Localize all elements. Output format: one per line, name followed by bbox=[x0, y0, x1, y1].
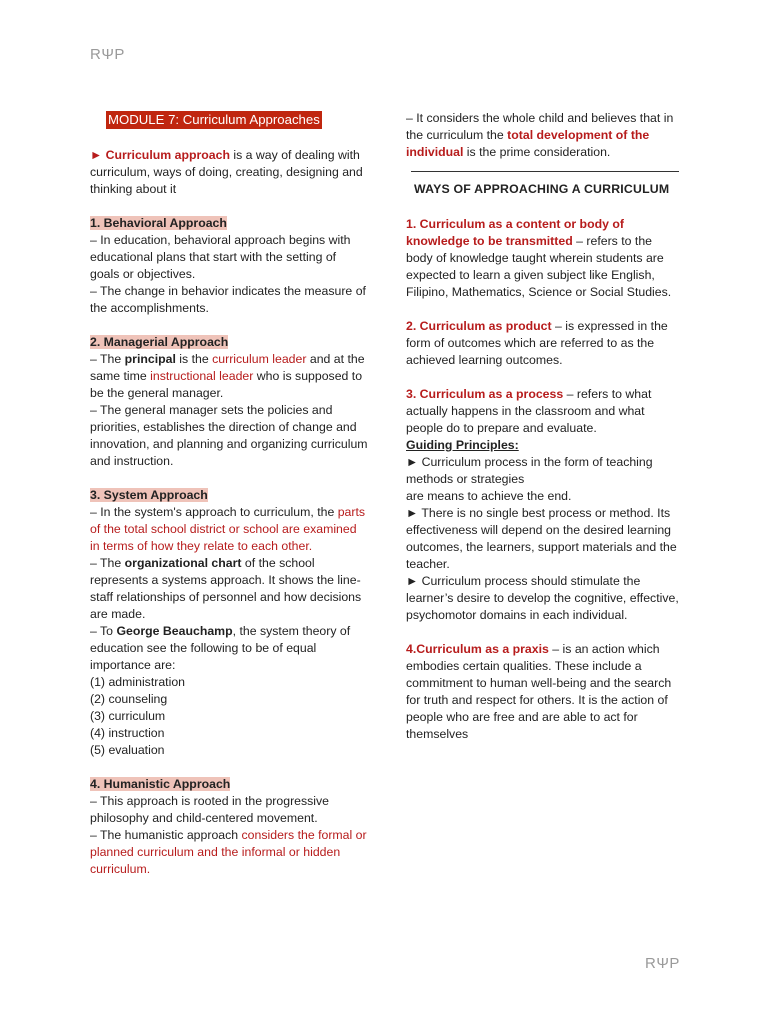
managerial-p1 bbox=[90, 351, 368, 402]
managerial-p1-e: and at the same time bbox=[90, 352, 365, 383]
right-intro bbox=[406, 110, 681, 161]
system-p3-c: , the system theory of education see the following to be of equal importance are: bbox=[90, 624, 351, 672]
intro-term: Curriculum approach bbox=[105, 148, 230, 162]
right-column bbox=[406, 110, 681, 743]
humanistic-heading-text: 4. Humanistic Approach bbox=[90, 777, 231, 791]
system-list-item: (4) instruction bbox=[90, 726, 165, 740]
system-list-item: (5) evaluation bbox=[90, 743, 165, 757]
guiding-principle-2: ► There is no single best process or method. Its effectiveness will depend on the desired learning outcomes, the learners, support materials and the teacher. bbox=[406, 506, 677, 571]
way-3-text: – refers to what actually happens in the classroom and what people do to prepare and evaluate. bbox=[406, 387, 652, 435]
way-4 bbox=[406, 641, 681, 743]
right-intro-a: – It considers the whole child and believes that in the curriculum the bbox=[406, 111, 674, 142]
module-title bbox=[90, 111, 368, 129]
system-p1-a: – In the system's approach to curriculum, the bbox=[90, 505, 338, 519]
humanistic-p2 bbox=[90, 827, 368, 878]
way-1 bbox=[406, 216, 681, 301]
managerial-heading-text: 2. Managerial Approach bbox=[90, 335, 229, 349]
system-p3 bbox=[90, 623, 368, 674]
behavioral-heading-text: 1. Behavioral Approach bbox=[90, 216, 227, 230]
managerial-p1-g: who is supposed to be the general manager. bbox=[90, 369, 363, 400]
system-org-chart: organizational chart bbox=[124, 556, 242, 570]
system-p3-a: – To bbox=[90, 624, 117, 638]
humanistic-p2-b: considers the formal or planned curriculum and the informal or hidden curriculum. bbox=[90, 828, 367, 876]
managerial-p1-c: is the bbox=[175, 352, 213, 366]
way-4-text: – is an action which embodies certain qualities. These include a commitment to human well-being and the search for truth and respect for others. It is the action of people who are free and are able to act for themselves bbox=[406, 642, 672, 741]
way-2-text: – is expressed in the form of outcomes which are referred to as the achieved learning outcomes. bbox=[406, 319, 668, 367]
managerial-principal: principal bbox=[124, 352, 176, 366]
intro-paragraph bbox=[90, 147, 368, 198]
system-p2 bbox=[90, 555, 368, 623]
module-title-text: MODULE 7: Curriculum Approaches bbox=[108, 112, 320, 127]
right-intro-c: is the prime consideration. bbox=[463, 145, 611, 159]
system-list-item: (3) curriculum bbox=[90, 709, 166, 723]
system-beauchamp: George Beauchamp bbox=[116, 624, 233, 638]
system-p2-a: – The bbox=[90, 556, 125, 570]
humanistic-p1: – This approach is rooted in the progressive philosophy and child-centered movement. bbox=[90, 794, 330, 825]
humanistic-p2-a: – The humanistic approach bbox=[90, 828, 242, 842]
guiding-principle-3: ► Curriculum process should stimulate the learner’s desire to develop the cognitive, effective, psychomotor domains in each individual. bbox=[406, 574, 679, 622]
system-p1-b: parts of the total school district or school are examined in terms of how they relate to each other. bbox=[90, 505, 366, 553]
managerial-p1-a: – The bbox=[90, 352, 125, 366]
way-2-term: 2. Curriculum as product bbox=[406, 319, 552, 333]
way-3-term: 3. Curriculum as a process bbox=[406, 387, 564, 401]
system-p1 bbox=[90, 504, 368, 555]
managerial-p2: – The general manager sets the policies and priorities, establishes the direction of change and innovation, and planning and organizing curriculum and instruction. bbox=[90, 403, 368, 468]
managerial-instructional-leader: instructional leader bbox=[150, 369, 254, 383]
system-list-item: (2) counseling bbox=[90, 692, 168, 706]
way-3 bbox=[406, 386, 681, 437]
left-column bbox=[90, 111, 368, 878]
behavioral-heading bbox=[90, 215, 368, 232]
right-intro-b: total development of the individual bbox=[406, 128, 650, 159]
managerial-curriculum-leader: curriculum leader bbox=[212, 352, 307, 366]
way-4-term: 4.Curriculum as a praxis bbox=[406, 642, 549, 656]
way-1-term: 1. Curriculum as a content or body of knowledge to be transmitted bbox=[406, 217, 624, 248]
header-watermark: RΨP bbox=[90, 46, 125, 63]
behavioral-p2: – The change in behavior indicates the measure of the accomplishments. bbox=[90, 284, 366, 315]
guiding-principle-1b: are means to achieve the end. bbox=[406, 489, 572, 503]
behavioral-p1: – In education, behavioral approach begins with educational plans that start with the setting of goals or objectives. bbox=[90, 233, 351, 281]
humanistic-heading bbox=[90, 776, 368, 793]
system-p2-c: of the school represents a systems approach. It shows the line-staff relationships of personnel and how decisions are made. bbox=[90, 556, 362, 621]
system-list-item: (1) administration bbox=[90, 675, 185, 689]
guiding-heading: Guiding Principles: bbox=[406, 438, 519, 452]
way-2 bbox=[406, 318, 681, 369]
intro-bullet: ► bbox=[90, 148, 106, 162]
system-heading-text: 3. System Approach bbox=[90, 488, 208, 502]
way-1-text: – refers to the body of knowledge taught wherein students are expected to learn a given subject like English, Filipino, Mathematics, Science or Social Studies. bbox=[406, 234, 672, 299]
intro-text: is a way of dealing with curriculum, ways of doing, creating, designing and thinking about it bbox=[90, 148, 363, 196]
footer-watermark: RΨP bbox=[645, 955, 680, 972]
managerial-heading bbox=[90, 334, 368, 351]
system-heading bbox=[90, 487, 368, 504]
guiding-principle-1: ► Curriculum process in the form of teaching methods or strategies bbox=[406, 455, 653, 486]
ways-heading: WAYS OF APPROACHING A CURRICULUM bbox=[414, 182, 670, 196]
section-divider bbox=[411, 171, 679, 172]
